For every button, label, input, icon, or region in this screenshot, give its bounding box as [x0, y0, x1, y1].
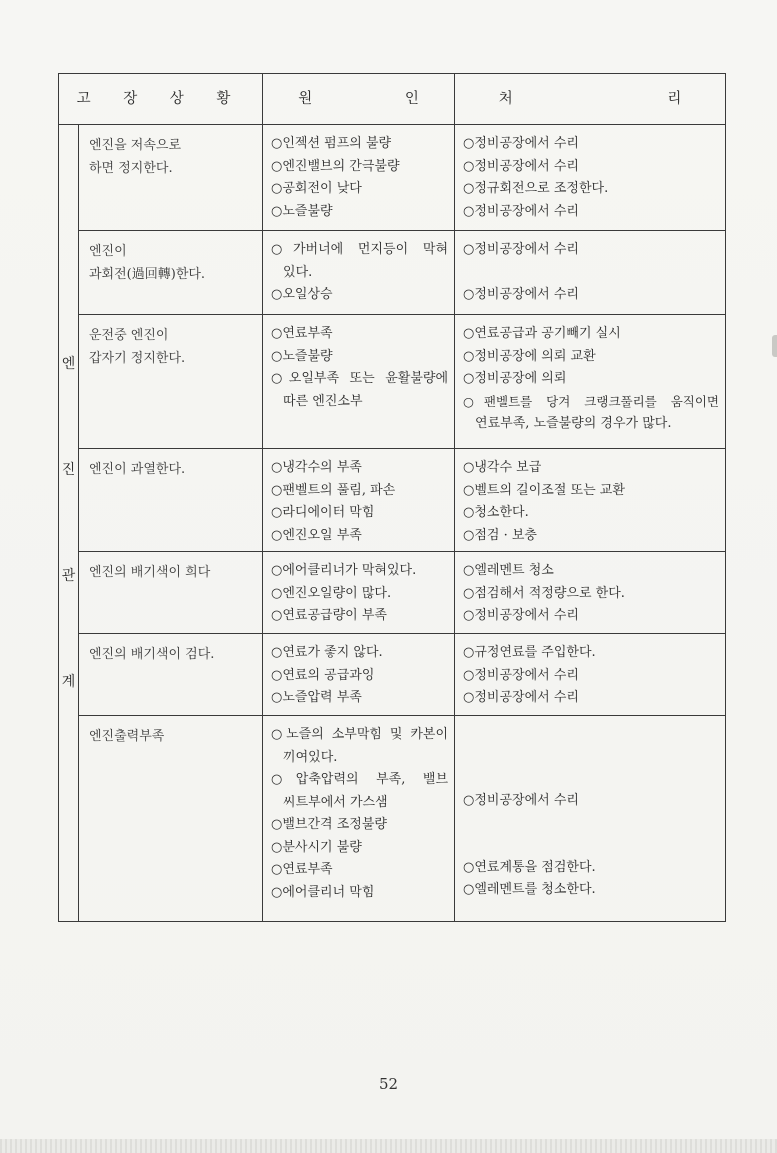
cause-item: ○연료가 좋지 않다. [271, 645, 383, 660]
spacer [463, 813, 719, 835]
remedy-item: ○연료계통을 점검한다. [463, 859, 596, 875]
remedy-cell [455, 634, 726, 716]
group-char: 계 [61, 674, 76, 690]
cause-item: ○팬벨트의 풀림, 파손 [271, 482, 396, 498]
situation-cell [79, 125, 263, 231]
spacer [463, 768, 719, 790]
cause-item: ○연료부족 [271, 862, 333, 877]
remedy-item: ○정비공장에서 수리 [463, 203, 579, 219]
cause-item: ○에어클리너 막힘 [271, 884, 375, 900]
group-char: 진 [61, 462, 76, 478]
remedy-item: ○정비공장에 의뢰 [463, 371, 567, 386]
remedy-cell [455, 716, 726, 922]
cause-item: ○연료공급량이 부족 [271, 608, 387, 623]
cause-item: ○노즐불량 [271, 203, 333, 219]
spacer [463, 724, 719, 746]
spacer [463, 835, 719, 857]
table-row [59, 552, 726, 634]
cause-item: ○노즐불량 [271, 348, 333, 364]
remedy-item: ○정비공장에서 수리 [463, 690, 579, 705]
remedy-cell [455, 125, 726, 231]
cause-item: ○오일부족 또는 윤활불량에 [271, 371, 449, 386]
spacer [463, 746, 719, 768]
remedy-item: ○점검 · 보충 [463, 527, 537, 543]
remedy-item: ○정비공장에서 수리 [463, 793, 579, 808]
remedy-item: ○냉각수 보급 [463, 460, 542, 475]
cause-item-continued: 있다. [283, 264, 313, 280]
cause-cell [263, 634, 455, 716]
scan-edge [0, 1139, 777, 1153]
cause-item-continued: 따른 엔진소부 [283, 393, 363, 409]
cause-item-continued: 씨트부에서 가스샘 [283, 794, 388, 810]
remedy-cell [455, 315, 726, 449]
cause-item: ○밸브간격 조정불량 [271, 817, 387, 832]
cause-item: ○압축압력의 부족, 밸브 [271, 772, 449, 787]
cause-item: ○엔진오일 부족 [271, 527, 362, 543]
situation-cell [79, 315, 263, 449]
cause-item: ○연료의 공급과잉 [271, 667, 375, 683]
cause-item: ○에어클리너가 막혀있다. [271, 563, 417, 578]
cause-item: ○가버너에 먼지등이 막혀 [271, 242, 449, 257]
situation-line: 엔진이 [89, 244, 127, 259]
situation-cell [79, 231, 263, 315]
situation-line: 엔진의 배기색이 희다 [89, 565, 211, 580]
remedy-cell [455, 449, 726, 552]
situation-line: 하면 정지한다. [89, 160, 173, 176]
remedy-item: ○점검해서 적정량으로 한다. [463, 585, 625, 601]
situation-line: 과회전(過回轉)한다. [89, 266, 206, 282]
cause-item: ○라디에이터 막힘 [271, 505, 375, 520]
situation-cell [79, 716, 263, 922]
remedy-item: ○정비공장에서 수리 [463, 158, 579, 174]
situation-line: 엔진의 배기색이 검다. [89, 647, 215, 662]
table-row [59, 125, 726, 231]
group-label-engine [59, 125, 79, 922]
situation-cell [79, 449, 263, 552]
remedy-item: ○정비공장에 의뢰 교환 [463, 348, 596, 364]
header-situation: 고 장 상 황 [59, 74, 263, 125]
header-remedy: 처 리 [455, 74, 726, 125]
cause-cell [263, 315, 455, 449]
spacer [463, 262, 719, 284]
group-char: 엔 [61, 356, 76, 372]
table-row [59, 449, 726, 552]
situation-line: 갑자기 정지한다. [89, 350, 186, 366]
cause-cell [263, 449, 455, 552]
group-char: 관 [61, 568, 76, 584]
cause-cell [263, 552, 455, 634]
remedy-item: ○규정연료를 주입한다. [463, 645, 596, 660]
situation-line: 엔진을 저속으로 [89, 138, 182, 153]
remedy-item-continued: 연료부족, 노즐불량의 경우가 많다. [475, 416, 672, 431]
cause-item: ○노즐의 소부막힘 및 카본이 [271, 727, 449, 742]
situation-line: 엔진출력부족 [89, 729, 165, 744]
page-edge-mark [772, 335, 777, 357]
situation-line: 엔진이 과열한다. [89, 462, 186, 477]
cause-item: ○오일상승 [271, 287, 333, 302]
remedy-item: ○엘레멘트를 청소한다. [463, 882, 596, 897]
remedy-item: ○팬벨트를 당겨 크랭크풀리를 움직이면 [463, 393, 720, 409]
page-number: 52 [378, 1075, 399, 1093]
situation-cell [79, 634, 263, 716]
situation-cell [79, 552, 263, 634]
remedy-cell [455, 231, 726, 315]
table-row [59, 231, 726, 315]
remedy-item: ○청소한다. [463, 505, 529, 520]
remedy-item: ○벨트의 길이조절 또는 교환 [463, 482, 625, 498]
situation-line: 운전중 엔진이 [89, 328, 169, 343]
remedy-item: ○정비공장에서 수리 [463, 136, 579, 151]
cause-cell [263, 716, 455, 922]
cause-item: ○인젝션 펌프의 불량 [271, 136, 392, 151]
troubleshooting-table [58, 73, 726, 922]
cause-item: ○연료부족 [271, 326, 333, 341]
remedy-item: ○정규회전으로 조정한다. [463, 181, 609, 196]
cause-item: ○노즐압력 부족 [271, 690, 362, 705]
remedy-item: ○엘레멘트 청소 [463, 563, 554, 578]
remedy-item: ○연료공급과 공기빼기 실시 [463, 326, 621, 341]
table-row [59, 716, 726, 922]
remedy-item: ○정비공장에서 수리 [463, 242, 579, 257]
cause-cell [263, 125, 455, 231]
cause-item: ○공회전이 낮다 [271, 181, 362, 196]
cause-item: ○엔진오일량이 많다. [271, 585, 392, 601]
cause-item: ○분사시기 불량 [271, 839, 362, 855]
cause-cell [263, 231, 455, 315]
table-row [59, 634, 726, 716]
cause-item: ○냉각수의 부족 [271, 460, 362, 475]
header-cause: 원 인 [263, 74, 455, 125]
table-row [59, 315, 726, 449]
cause-item: ○엔진밸브의 간극불량 [271, 158, 400, 174]
table-header-row [59, 74, 726, 125]
cause-item-continued: 끼여있다. [283, 749, 338, 765]
remedy-item: ○정비공장에서 수리 [463, 608, 579, 623]
remedy-item: ○정비공장에서 수리 [463, 286, 579, 302]
remedy-item: ○정비공장에서 수리 [463, 667, 579, 683]
remedy-cell [455, 552, 726, 634]
